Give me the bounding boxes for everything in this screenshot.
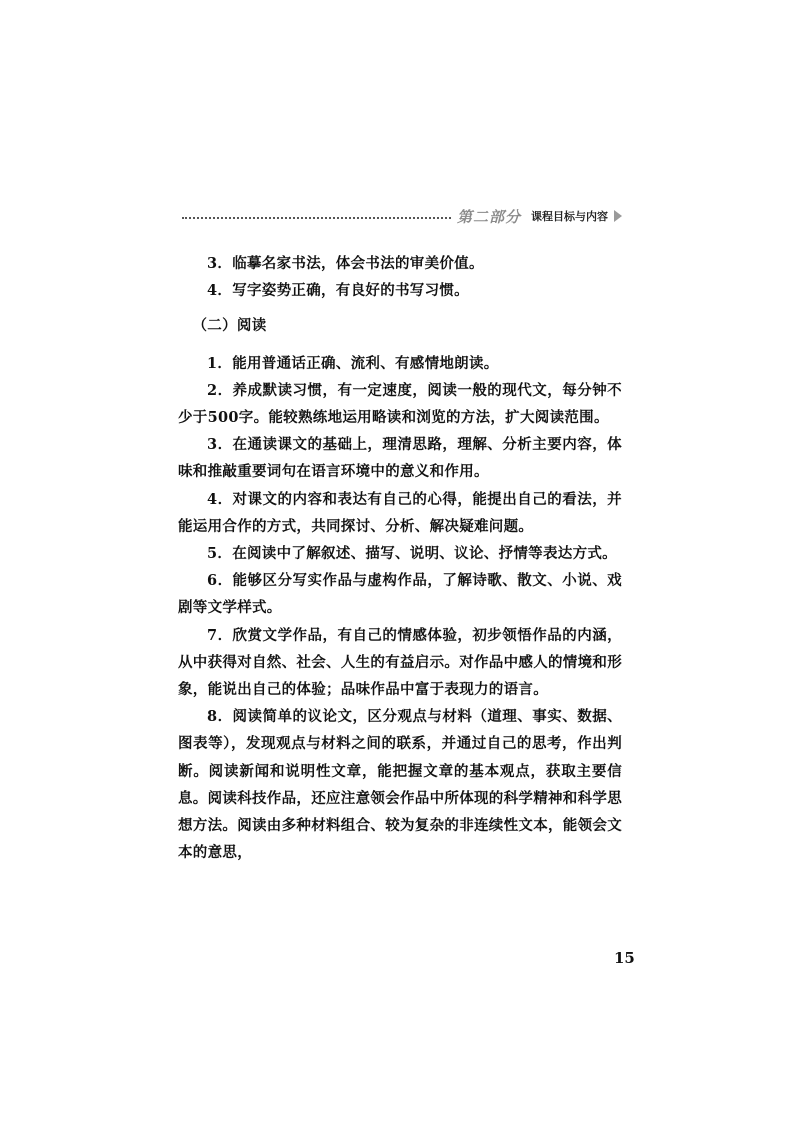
paragraph-reading-1: 1．能用普通话正确、流利、有感情地朗读。 <box>207 354 499 372</box>
triangle-right-icon <box>614 210 622 222</box>
paragraph-item-3: 3．临摹名家书法，体会书法的审美价值。 <box>207 255 484 272</box>
body-text <box>178 250 622 866</box>
section-heading-reading: （二）阅读 <box>192 317 267 335</box>
paragraph-reading-5: 5．在阅读中了解叙述、描写、说明、议论、抒情等表达方式。 <box>207 545 617 563</box>
paragraph-item-4: 4．写字姿势正确，有良好的书写习惯。 <box>207 282 469 300</box>
paragraph-reading-3: 3．在通读课文的基础上，理清思路，理解、分析主要内容，体味和推敲重要词句在语言环境中的意义和作用。 <box>178 436 622 481</box>
header-chapter-title: 课程目标与内容 <box>531 210 608 223</box>
header-dotted-rule <box>182 217 451 219</box>
paragraph-reading-2: 2．养成默读习惯，有一定速度，阅读一般的现代文，每分钟不少于500字。能较熟练地运用略读和浏览的方法，扩大阅读范围。 <box>178 381 622 427</box>
paragraph-reading-4: 4．对课文的内容和表达有自己的心得，能提出自己的看法，并能运用合作的方式，共同探讨、分析、解决疑难问题。 <box>178 490 622 535</box>
header-part-title: 第二部分 <box>456 207 521 226</box>
page-number: 15 <box>614 949 635 967</box>
running-header <box>182 205 622 227</box>
paragraph-reading-6: 6．能够区分写实作品与虚构作品，了解诗歌、散文、小说、戏剧等文学样式。 <box>178 572 622 617</box>
paragraph-reading-8: 8．阅读简单的议论文，区分观点与材料（道理、事实、数据、图表等），发现观点与材料之间的联系，并通过自己的思考，作出判断。阅读新闻和说明性文章，能把握文章的基本观点，获取主要信息。阅读科技作品，还应注意领会作品中所体现的科学精神和科学思想方法。阅读由多种材料组合、较为复杂的非连续性文本，能领会文本的意思， <box>178 708 622 862</box>
paragraph-reading-7: 7．欣赏文学作品，有自己的情感体验，初步领悟作品的内涵，从中获得对自然、社会、人生的有益启示。对作品中感人的情境和形象，能说出自己的体验；品味作品中富于表现力的语言。 <box>178 626 622 699</box>
